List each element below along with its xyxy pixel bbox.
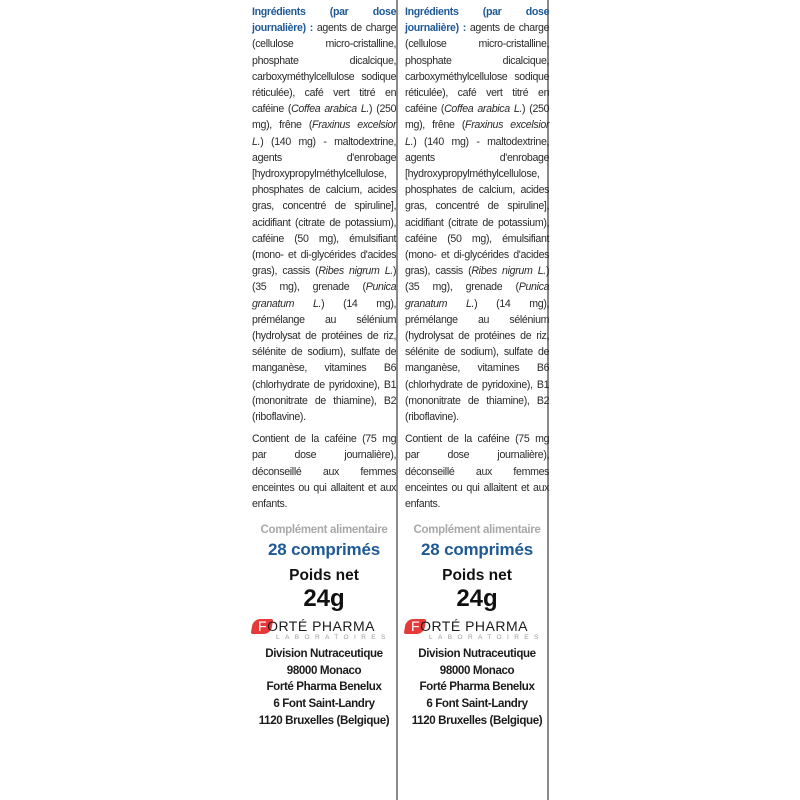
ingredients-part: ) (14 mg), prémélange au sélénium (hydrolysat de protéines de riz, sélénite de sodium), sulfate de manganèse, vitamines B6 (chlorhydrate de pyridoxine), B1 (mononitrate de thiamine), B2 (riboflavine).: [405, 297, 550, 424]
address-block: [252, 646, 396, 729]
address-line: Division Nutraceutique: [418, 647, 536, 661]
ingredients-part: ) (250 mg), frêne (: [252, 103, 397, 132]
latin-name: Punica granatum L.: [252, 281, 397, 310]
panel-divider-left: [396, 0, 398, 800]
ingredients-heading: Ingrédients (par dose journalière) :: [405, 6, 550, 35]
address-line: 98000 Monaco: [439, 663, 515, 677]
tablet-count: 28 comprimés: [268, 540, 380, 560]
logo-initial: F: [258, 618, 268, 635]
latin-name: Coffea arabica L.: [291, 103, 370, 116]
ingredients-part: ) (14 mg), prémélange au sélénium (hydrolysat de protéines de riz, sélénite de sodium), sulfate de manganèse, vitamines B6 (chlorhydrate de pyridoxine), B1 (mononitrate de thiamine), B2 (riboflavine).: [252, 297, 397, 424]
ingredients-part: ) (35 mg), grenade (: [405, 265, 550, 294]
address-line: 1120 Bruxelles (Belgique): [411, 713, 543, 727]
caffeine-warning: Contient de la caféine (75 mg par dose journalière), déconseillé aux femmes enceintes ou qui allaitent et aux enfants.: [405, 433, 550, 511]
address-line: 6 Font Saint-Landry: [426, 697, 528, 711]
address-line: Forté Pharma Benelux: [419, 680, 535, 694]
latin-name: Coffea arabica L.: [444, 103, 523, 116]
ingredients-part: ) (140 mg) - maltodextrine, agents d'enrobage [hydroxypropylméthylcellulose, phosphates de calcium, acides gras, concentré de spiruline], acidifiant (citrate de potassium), caféine (50 mg), émulsifiant (mono- et di-glycérides d'acides gras), cassis (: [252, 135, 397, 278]
latin-name: Punica granatum L.: [405, 281, 550, 310]
address-line: 98000 Monaco: [286, 663, 362, 677]
category-label: Complément alimentaire: [413, 524, 541, 537]
ingredients-part: ) (250 mg), frêne (: [405, 103, 550, 132]
ingredients-heading: Ingrédients (par dose journalière) :: [252, 6, 397, 35]
ingredients-text: [405, 4, 549, 512]
net-weight-value: 24g: [456, 585, 498, 613]
address-line: 6 Font Saint-Landry: [273, 697, 375, 711]
brand-logo: [405, 618, 549, 646]
label-panel-2: [405, 4, 549, 729]
net-weight-label: Poids net: [289, 567, 359, 585]
address-line: Division Nutraceutique: [265, 647, 383, 661]
latin-name: Fraxinus excelsior L.: [252, 119, 397, 148]
logo-subtitle: LABORATOIRES: [276, 634, 391, 642]
ingredients-part: ) (35 mg), grenade (: [252, 265, 397, 294]
ingredients-part: agents de charge (cellulose micro-cristalline, phosphate dicalcique, carboxyméthylcellulose sodique réticulée), café vert titré en caféine (: [252, 22, 397, 116]
address-line: 1120 Bruxelles (Belgique): [258, 713, 390, 727]
logo-subtitle: LABORATOIRES: [429, 634, 544, 642]
net-weight-value: 24g: [303, 585, 345, 613]
category-label: Complément alimentaire: [260, 524, 388, 537]
logo-name: ORTÉ PHARMA: [267, 618, 375, 635]
logo-initial: F: [411, 618, 421, 635]
net-weight-label: Poids net: [442, 567, 512, 585]
tablet-count: 28 comprimés: [421, 540, 533, 560]
address-block: [405, 646, 549, 729]
latin-name: Ribes nigrum L.: [318, 265, 393, 278]
ingredients-part: ) (140 mg) - maltodextrine, agents d'enrobage [hydroxypropylméthylcellulose, phosphates de calcium, acides gras, concentré de spiruline], acidifiant (citrate de potassium), caféine (50 mg), émulsifiant (mono- et di-glycérides d'acides gras), cassis (: [405, 135, 550, 278]
latin-name: Ribes nigrum L.: [471, 265, 546, 278]
address-line: Forté Pharma Benelux: [266, 680, 382, 694]
logo-name: ORTÉ PHARMA: [420, 618, 528, 635]
latin-name: Fraxinus excelsior L.: [405, 119, 550, 148]
ingredients-part: agents de charge (cellulose micro-cristalline, phosphate dicalcique, carboxyméthylcellulose sodique réticulée), café vert titré en caféine (: [405, 22, 550, 116]
brand-logo: [252, 618, 396, 646]
caffeine-warning: Contient de la caféine (75 mg par dose journalière), déconseillé aux femmes enceintes ou qui allaitent et aux enfants.: [252, 433, 397, 511]
ingredients-text: [252, 4, 396, 512]
label-panel-1: [252, 4, 396, 729]
